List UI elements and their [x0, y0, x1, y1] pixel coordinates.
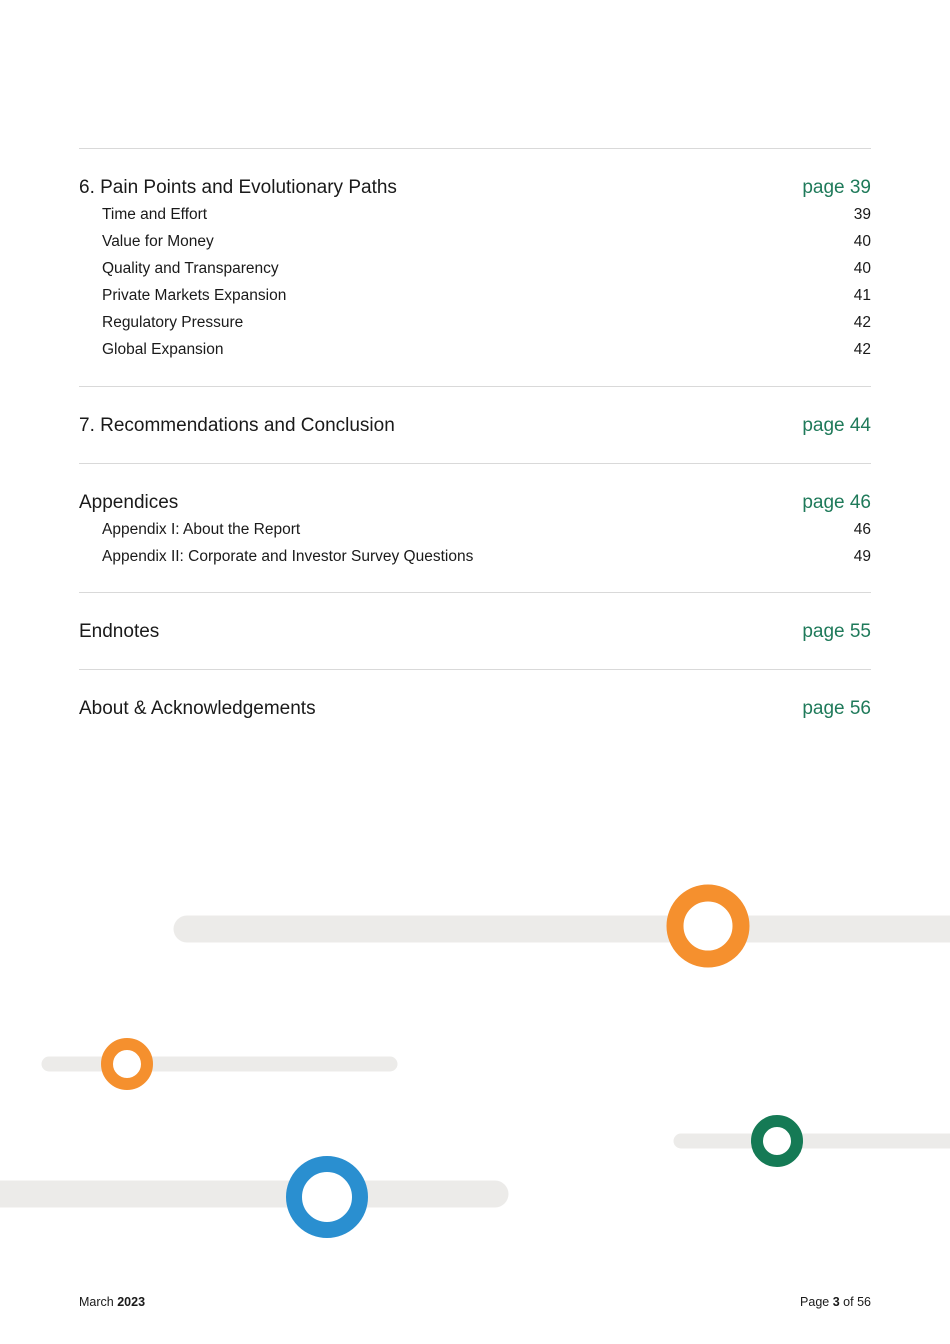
- footer-page-number: [800, 1294, 871, 1310]
- orange-ring-icon: [675, 893, 741, 959]
- orange-ring-icon: [107, 1044, 147, 1084]
- footer-month: March: [79, 1295, 114, 1309]
- toc-section-page-link[interactable]: page 44: [802, 415, 871, 436]
- toc-item-label: Regulatory Pressure: [102, 314, 244, 331]
- toc-section-page-link[interactable]: page 39: [802, 177, 871, 198]
- blue-ring-icon: [294, 1164, 360, 1230]
- toc-section-title: 7. Recommendations and Conclusion: [79, 415, 395, 436]
- toc-item-page: 40: [853, 233, 871, 250]
- footer-page-prefix: Page: [800, 1295, 830, 1309]
- toc-item-page: 42: [853, 314, 871, 331]
- toc-section-page-link[interactable]: page 56: [802, 698, 871, 719]
- toc-item-page: 41: [853, 287, 871, 304]
- toc-section-title: Appendices: [79, 492, 179, 513]
- toc-item-label: Value for Money: [102, 233, 214, 250]
- toc-section-title: 6. Pain Points and Evolutionary Paths: [79, 177, 397, 198]
- footer-page-total: 56: [857, 1295, 871, 1309]
- toc-section-page-link[interactable]: page 55: [802, 621, 871, 642]
- toc-item-page: 46: [853, 521, 871, 538]
- toc-section-title: About & Acknowledgements: [79, 698, 316, 719]
- footer-page-of: of: [843, 1295, 854, 1309]
- green-ring-icon: [757, 1121, 797, 1161]
- toc-item-label: Time and Effort: [102, 206, 208, 223]
- toc-item-label: Quality and Transparency: [102, 260, 279, 277]
- toc-item-label: Private Markets Expansion: [102, 287, 287, 304]
- toc-item-page: 49: [853, 548, 871, 565]
- toc-item-label: Global Expansion: [102, 341, 224, 358]
- toc-item-label: Appendix II: Corporate and Investor Survey Questions: [102, 548, 474, 565]
- toc-item-page: 39: [853, 206, 871, 223]
- toc-section-page-link[interactable]: page 46: [802, 492, 871, 513]
- toc-item-page: 40: [853, 260, 871, 277]
- footer-year: 2023: [117, 1295, 146, 1309]
- footer-page-current: 3: [832, 1295, 840, 1309]
- footer-date: [79, 1294, 145, 1310]
- toc-item-page: 42: [853, 341, 871, 358]
- toc-item-label: Appendix I: About the Report: [102, 521, 301, 538]
- toc-section-title: Endnotes: [79, 621, 160, 642]
